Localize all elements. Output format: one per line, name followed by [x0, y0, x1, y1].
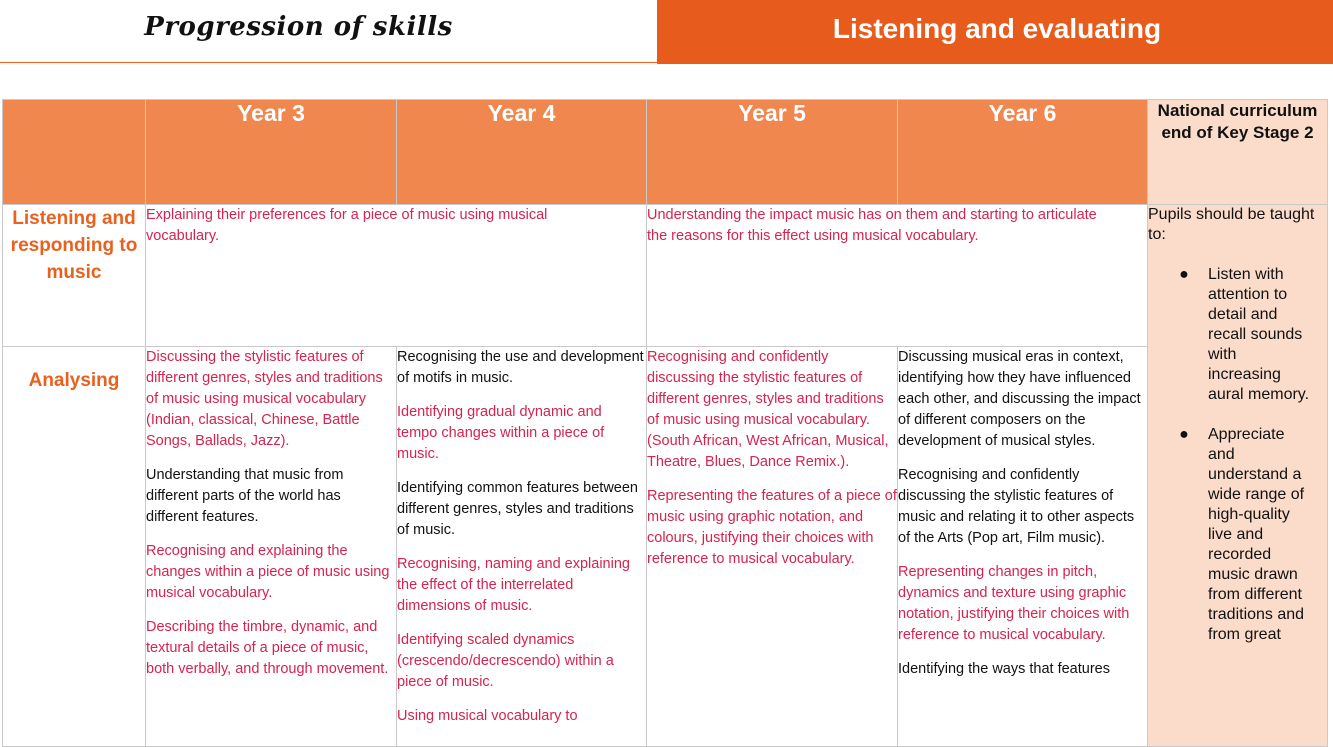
table-header-row: [3, 100, 1328, 205]
analysing-y5-item: Recognising and confidently discussing the stylistic features of different genres, styles and traditions of music using musical vocabulary. (South African, West African, Musical, Theatre, Blues, Dance Remix.).: [647, 349, 889, 470]
page-title: Progression of skills: [144, 12, 453, 42]
analysing-y6-item: Identifying the ways that features: [898, 661, 1110, 677]
header-national-curriculum: National curriculum end of Key Stage 2: [1148, 100, 1328, 205]
table-row-analysing: [3, 347, 1328, 747]
analysing-y5-item: Representing the features of a piece of music using graphic notation, and colours, justifying their choices with reference to musical vocabulary.: [647, 488, 897, 567]
header-year-5: Year 5: [647, 100, 898, 205]
analysing-year-5: [647, 347, 898, 747]
skills-table: [2, 99, 1328, 747]
section-title: Listening and evaluating: [832, 13, 1162, 44]
listening-year-5-6-text: Understanding the impact music has on them and starting to articulate the reasons for this effect using musical vocabulary.: [647, 207, 1097, 244]
analysing-y3-item: Understanding that music from different parts of the world has different features.: [146, 467, 344, 525]
row-label-listening: Listening and responding to music: [3, 205, 146, 347]
nc-bullet-text: Appreciate and understand a wide range of high-quality live and recorded music drawn from different traditions and from great: [1208, 426, 1305, 643]
list-item: [1148, 425, 1327, 645]
analysing-y6-item: Discussing musical eras in context, identifying how they have influenced each other, and discussing the impact of different composers on the development of musical styles.: [898, 349, 1141, 449]
analysing-y4-item: Identifying gradual dynamic and tempo changes within a piece of music.: [397, 404, 605, 462]
table-row-listening: [3, 205, 1328, 347]
bullet-icon: ●: [1179, 266, 1189, 283]
header-year-6: Year 6: [898, 100, 1148, 205]
analysing-y6-item: Representing changes in pitch, dynamics and texture using graphic notation, justifying their choices with reference to musical vocabulary.: [898, 564, 1130, 643]
page-title-area: [0, 0, 657, 63]
listening-year-5-6: [647, 205, 1148, 347]
header-year-3: Year 3: [146, 100, 397, 205]
nc-bullet-text: Listen with attention to detail and recall sounds with increasing aural memory.: [1208, 266, 1310, 403]
analysing-year-3: [146, 347, 397, 747]
row-label-analysing: Analysing: [3, 347, 146, 747]
analysing-y4-item: Recognising, naming and explaining the effect of the interrelated dimensions of music.: [397, 556, 630, 614]
analysing-y4-item: Using musical vocabulary to: [397, 708, 578, 724]
listening-year-3-4-text: Explaining their preferences for a piece of music using musical vocabulary.: [146, 207, 548, 244]
header-corner: [3, 100, 146, 205]
analysing-y6-item: Recognising and confidently discussing the stylistic features of music and relating it to other aspects of the Arts (Pop art, Film music).: [898, 467, 1135, 546]
analysing-y4-item: Identifying scaled dynamics (crescendo/decrescendo) within a piece of music.: [397, 632, 614, 690]
analysing-y3-item: Describing the timbre, dynamic, and textural details of a piece of music, both verbally, and through movement.: [146, 619, 389, 677]
analysing-y3-item: Discussing the stylistic features of different genres, styles and traditions of music using musical vocabulary (Indian, classical, Chinese, Battle Songs, Ballads, Jazz).: [146, 349, 383, 449]
analysing-y3-item: Recognising and explaining the changes within a piece of music using musical vocabulary.: [146, 543, 390, 601]
nc-bullet-list: [1148, 265, 1327, 645]
national-curriculum-body: [1148, 205, 1328, 747]
analysing-year-6: [898, 347, 1148, 747]
header-year-4: Year 4: [397, 100, 647, 205]
nc-intro: Pupils should be taught to:: [1148, 206, 1315, 243]
section-banner: [657, 0, 1333, 64]
list-item: [1148, 265, 1327, 405]
bullet-icon: ●: [1179, 426, 1189, 443]
analysing-y4-item: Recognising the use and development of motifs in music.: [397, 349, 644, 386]
listening-year-3-4: [146, 205, 647, 347]
analysing-year-4: [397, 347, 647, 747]
analysing-y4-item: Identifying common features between different genres, styles and traditions of music.: [397, 480, 638, 538]
